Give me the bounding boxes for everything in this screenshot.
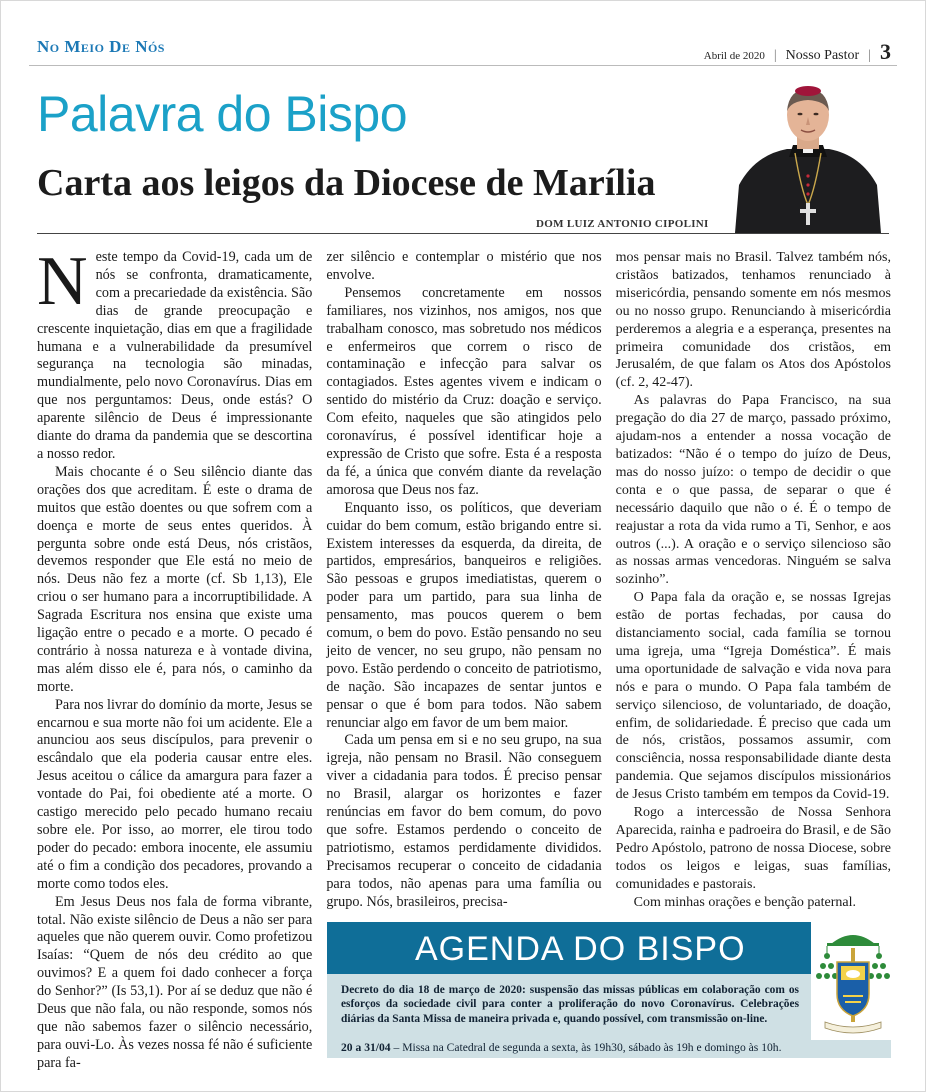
paragraph: Cada um pensa em si e no seu grupo, na sua igreja, não pensam no Brasil. Não conseguem viver a cidadania para todos. É preciso pensar no Brasil, alargar os horizontes e fazer renúncias em favor do bem comum, do povo que sofre. Estamos perdendo o conceito de patriotismo, estamos perdidamente divididos. Precisamos recuperar o conceito de cidadania para todos, não apenas para uma família ou grupo. Nós, brasileiros, precisa- xyxy=(326,732,602,910)
header-rule xyxy=(29,65,897,66)
header-divider: | xyxy=(773,48,777,63)
article-column-3 xyxy=(615,249,891,910)
agenda-schedule xyxy=(341,1041,881,1054)
agenda-decree xyxy=(341,983,799,1026)
agenda-decree-text: Decreto do dia 18 de março de 2020: suspensão das missas públicas em colaboração com os esforços da sociedade civil para conter a proliferação do novo Coronavírus. Celebrações diárias da Santa Missa de maneira privada e, quando possível, com transmissão on-line. xyxy=(341,984,799,1025)
article-kicker: Palavra do Bispo xyxy=(37,86,408,142)
agenda-title-band xyxy=(327,922,891,974)
agenda-dates-text: – Missa na Catedral de segunda a sexta, às 19h30, sábado às 19h e domingo às 10h. xyxy=(390,1041,782,1054)
drop-cap: N xyxy=(37,243,88,320)
issue-date: Abril de 2020 xyxy=(703,50,765,62)
agenda-dates-label: 20 a 31/04 xyxy=(341,1041,391,1054)
article-author: DOM LUIZ ANTONIO CIPOLINI xyxy=(536,218,709,230)
paragraph: zer silêncio e contemplar o mistério que nos envolve. xyxy=(326,249,602,283)
section-label: No Meio De Nós xyxy=(37,37,165,56)
paragraph: Pensemos concretamente em nossos familiares, nos vizinhos, nos amigos, nos que trabalham conosco, mas sobretudo nos médicos e enfermeiros que correm o risco de contaminação e infecção para salvar os contagiados. Estes agentes vivem e indicam o sentido do mistério da Cruz: doação e serviço. Com efeito, naqueles que são atingidos pelo coronavírus, é possível identificar hoje a expressão de Cristo que sofre. Esta é a resposta da fé, a única que convém diante da revelação amorosa que Deus nos faz. xyxy=(326,284,602,498)
paragraph: Em Jesus Deus nos fala de forma vibrante, total. Não existe silêncio de Deus a não ser para aqueles que não querem ouvir. Como profetizou Isaías: “Quem de nós deu crédito ao que ouvimos? E a quem foi dado conhecer a força do Senhor?” (Is 53,1). Por aí se deduz que não é Deus que não fala, ou não responde, somos nós que não sabemos fazer o silêncio necessário, para ouvi-Lo. Às vezes nossa fé não é suficiente para fa- xyxy=(37,893,313,1071)
paragraph: Enquanto isso, os políticos, que deveriam cuidar do bem comum, estão brigando entre si. Existem interesses da esquerda, da direita, de partidos, empresários, banqueiros e religiões. São pessoas e grupos imediatistas, querem o poder para um partido, para sua linha de pensamento, mas poucos querem o bem comum, o bem do povo. Estão pensando no seu jeito de vencer, no seu grupo, não pensam no povo. Estão perdendo o conceito de patriotismo, de nação. São incapazes de sentar juntos e pensar o que é bom para todos. Não sabem renunciar algo em favor de um bem maior. xyxy=(326,499,602,731)
agenda-box xyxy=(327,922,891,1058)
paragraph: Rogo a intercessão de Nossa Senhora Aparecida, rainha e padroeira do Brasil, e de São Pedro Apóstolo, patrono de nossa Diocese, sobre todos os leigos e leigas, suas famílias, comunidades e pastorais. xyxy=(615,805,891,892)
publication-name: Nosso Pastor xyxy=(785,48,860,63)
closing-line: Com minhas orações e benção paternal. xyxy=(633,894,857,910)
paragraph: O Papa fala da oração e, se nossas Igrejas estão de portas fechadas, por causa do distanciamento social, cada família se tornou uma igreja, uma “Igreja Doméstica”. É mais uma oportunidade de salvação e vida nova para nós e para o mundo. O Papa fala também de serviço silencioso, de voluntariado, de doação, enfim, de solidariedade. É preciso que cada um de nós, cristãos, possamos assumir, com consciência, nossa responsabilidade diante desta pandemia. Que sejamos discípulos missionários de Jesus Cristo também em tempos da Covid-19. xyxy=(615,590,891,803)
agenda-title: AGENDA DO BISPO xyxy=(415,930,746,968)
paragraph: As palavras do Papa Francisco, na sua pregação do dia 27 de março, passado próximo, ajudam-nos a entender a nossa vocação de batizados: “Não é o tempo do juízo de Deus, mas do nosso juízo: o tempo de decidir o que conta e o que passa, de separar o que é necessário daquilo que não o é. É o tempo de reajustar a rota da vida rumo a Ti, Senhor, e aos outros (...). A oração e o serviço silencioso são as nossas armas vencedoras. Ninguém se salva sozinho”. xyxy=(615,393,891,588)
article-column-1 xyxy=(37,243,313,1071)
page-number: 3 xyxy=(880,39,891,64)
byline-rule xyxy=(37,233,889,234)
header-divider: | xyxy=(868,48,871,63)
paragraph: Mais chocante é o Seu silêncio diante das orações dos que acreditam. É este o drama de muitos que estão doentes ou que sofrem com a doença e morte de seus entes queridos. À pergunta sobre onde está Deus, nós cristãos, devemos responder que Ele está no meio de nós. Deus não fez a morte (cf. Sb 1,13), Ele criou o ser humano para a incorruptibilidade. A Sagrada Escritura nos ensina que existe uma ligação entre o pecado e a morte. O pecado é contrário à nossa natureza e à vontade divina, mas além disso ele é, para nós, o caminho da morte. xyxy=(37,463,313,695)
bishop-portrait xyxy=(735,81,881,233)
paragraph: mos pensar mais no Brasil. Talvez também nós, cristãos batizados, tenhamos renunciado à misericórdia, pensando somente em nós mesmos ou no nosso grupo. Renunciando à misericórdia perderemos a alegria e a esperança, presentes na primeira comunidade dos cristãos, em Jerusalém, de que falam os Atos dos Apóstolos (cf. 2, 42-47). xyxy=(615,250,891,391)
article-column-2 xyxy=(326,249,602,910)
page-header-info xyxy=(704,39,891,65)
diocese-coat-of-arms xyxy=(811,922,895,1040)
article-title: Carta aos leigos da Diocese de Marília xyxy=(37,162,656,204)
paragraph: Para nos livrar do domínio da morte, Jesus se encarnou e sua morte não foi um acidente. Ele a anunciou aos seus discípulos, para prevenir o escândalo que ela poderia causar entre eles. Jesus aceitou o cálice da amargura para fazer a vontade do Pai, foi obediente até a morte. O castigo merecido pelo pecado humano recaiu sobre ele. Por isso, ao morrer, ele tirou todo poder do pecado: embora inocente, ele assumiu até o fim a condição dos pecadores, provando a morte como todos eles. xyxy=(37,696,313,892)
paragraph: este tempo da Covid-19, cada um de nós se confronta, dramaticamente, com a precariedade da existência. São dias de grande preocupação e crescente inquietação, dias em que a fragilidade humana e a vulnerabilidade da presumível segurança na tecnologia são minadas, mundialmente, pelo novo Coronavírus. Dias em que nos perguntamos: Deus, onde estás? O aparente silêncio de Deus é impressionante diante do drama da pandemia que se descortina a nosso redor. xyxy=(37,249,313,462)
